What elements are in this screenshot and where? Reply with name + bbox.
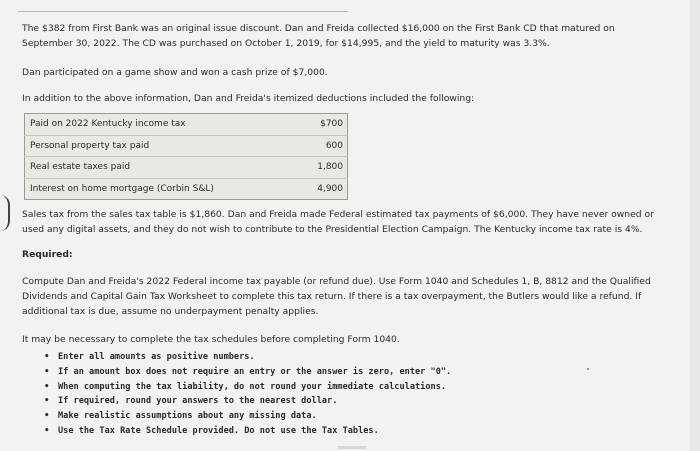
list-item: • Enter all amounts as positive numbers. xyxy=(44,350,451,365)
right-edge xyxy=(690,0,700,451)
intro-paragraph xyxy=(22,21,615,51)
stray-mark xyxy=(587,368,589,370)
deduction-label: Interest on home mortgage (Corbin S&L) xyxy=(30,183,214,194)
top-divider xyxy=(18,11,348,12)
list-item: • When computing the tax liability, do not round your immediate calculations. xyxy=(44,380,451,395)
scroll-indicator[interactable] xyxy=(338,446,366,449)
sales-tax-paragraph xyxy=(22,207,654,237)
intro-line: The $382 from First Bank was an original issue discount. Dan and Freida collected $16,000 on the First Bank CD that matured on xyxy=(22,23,615,34)
deduction-label: Personal property tax paid xyxy=(25,135,293,157)
required-line: Dividends and Capital Gain Tax Worksheet to complete this tax return. If there is a tax overpayment, the Butlers would like a refund. If xyxy=(22,291,642,302)
table-row xyxy=(25,114,348,136)
list-item: • If required, round your answers to the nearest dollar. xyxy=(44,394,451,409)
list-item: • Use the Tax Rate Schedule provided. Do not use the Tax Tables. xyxy=(44,424,451,439)
required-line: additional tax is due, assume no underpayment penalty applies. xyxy=(22,306,319,317)
required-heading: Required: xyxy=(22,249,73,260)
deduction-amount: 1,800 xyxy=(292,157,348,179)
list-item: • Make realistic assumptions about any missing data. xyxy=(44,409,451,424)
required-paragraph xyxy=(22,274,651,319)
deductions-table xyxy=(24,113,348,200)
game-show-paragraph: Dan participated on a game show and won a cash prize of $7,000. xyxy=(22,67,328,78)
schedules-note: It may be necessary to complete the tax schedules before completing Form 1040. xyxy=(22,334,400,345)
sales-tax-line: used any digital assets, and they do not wish to contribute to the Presidential Election Campaign. The Kentucky income tax rate is 4%. xyxy=(22,224,643,235)
required-line: Compute Dan and Freida's 2022 Federal income tax payable (or refund due). Use Form 1040 and Schedules 1, B, 8812 and the Qualified xyxy=(22,276,651,287)
instructions-list xyxy=(44,350,451,439)
deductions-intro: In addition to the above information, Dan and Freida's itemized deductions included the following: xyxy=(22,93,475,104)
table-row xyxy=(25,157,348,179)
sales-tax-line: Sales tax from the sales tax table is $1,860. Dan and Freida made Federal estimated tax payments of $6,000. They have never owned or xyxy=(22,209,654,220)
deduction-label: Real estate taxes paid xyxy=(25,157,293,179)
deduction-amount: 4,900 xyxy=(317,183,343,194)
side-bracket xyxy=(0,195,10,231)
deduction-amount: $700 xyxy=(292,114,348,136)
deduction-amount: 600 xyxy=(292,135,348,157)
intro-line: September 30, 2022. The CD was purchased on October 1, 2019, for $14,995, and the yield to maturity was 3.3%. xyxy=(22,38,550,49)
table-row xyxy=(25,178,348,200)
deduction-label: Paid on 2022 Kentucky income tax xyxy=(25,114,293,136)
list-item: • If an amount box does not require an entry or the answer is zero, enter "0". xyxy=(44,365,451,380)
table-row xyxy=(25,135,348,157)
